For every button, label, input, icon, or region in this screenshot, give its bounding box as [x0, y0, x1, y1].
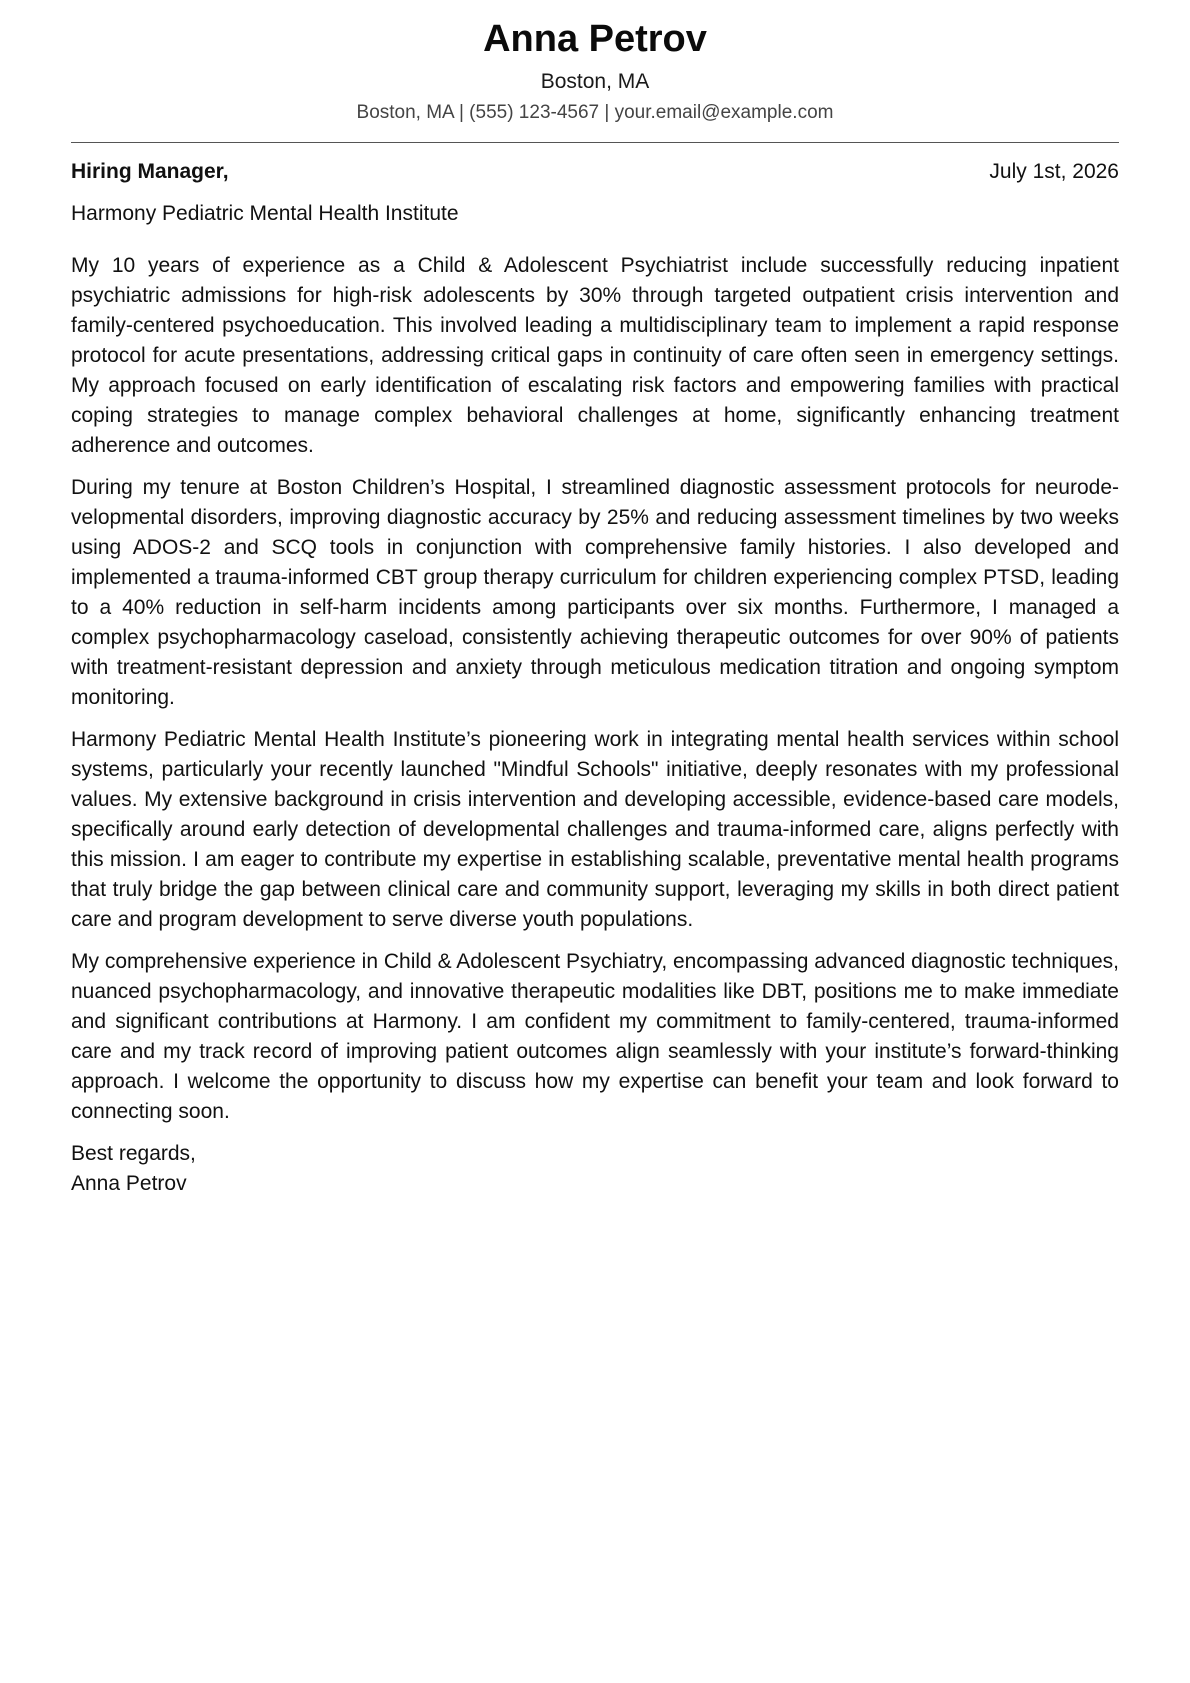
closing-phrase: Best regards, — [71, 1142, 196, 1165]
letter-body — [71, 251, 1119, 1127]
recipient-organization: Harmony Pediatric Mental Health Institute — [71, 202, 459, 225]
letter-closing — [71, 1139, 1119, 1199]
sender-location: Boston, MA — [540, 70, 650, 93]
letter-date: July 1st, 2026 — [989, 160, 1119, 183]
header-divider — [71, 142, 1119, 143]
sender-contact-line: Boston, MA | (555) 123-4567 | your.email@example.com — [356, 102, 834, 123]
body-paragraph-1: My 10 years of experience as a Child & Adolescent Psychiatrist include successfully reducing inpatient psychiatric admissions for high-risk adolescents by 30% through targeted outpatient crisis intervention and family-centered psychoeducation. This involved leading a multidisciplinary team to implement a rapid response protocol for acute presentations, addressing critical gaps in continuity of care often seen in emergency settings. My approach focused on early identification of escalating risk factors and empowering families with practical coping strategies to manage complex behavioral challenges at home, significantly enhancing treatment adherence and outcomes. — [71, 254, 1119, 457]
letter-header — [71, 0, 1119, 126]
body-paragraph-2: During my tenure at Boston Children’s Hospital, I streamlined diagnostic assessment protocols for neurodevelopmental disorders, improving diagnostic accuracy by 25% and reducing assessment timelines by two weeks using ADOS-2 and SCQ tools in conjunction with comprehensive family histories. I also developed and implemented a trauma-informed CBT group therapy curriculum for children experiencing complex PTSD, leading to a 40% reduction in self-harm incidents among participants over six months. Furthermore, I managed a complex psychopharmacology caseload, consistently achieving therapeutic outcomes for over 90% of patients with treatment-resistant depression and anxiety through meticulous medication titration and ongoing symptom monitoring. — [71, 476, 1119, 709]
body-paragraph-4: My comprehensive experience in Child & Adolescent Psychiatry, encompassing advanced diagnostic techniques, nuanced psychopharmacology, and innovative therapeutic modalities like DBT, positions me to make immediate and significant contributions at Harmony. I am confident my commitment to family-centered, trauma-informed care and my track record of improving patient outcomes align seamlessly with your institute’s forward-thinking approach. I welcome the opportunity to discuss how my expertise can benefit your team and look forward to connecting soon. — [71, 950, 1119, 1123]
sender-name: Anna Petrov — [483, 18, 707, 60]
signature-name: Anna Petrov — [71, 1172, 187, 1195]
recipient-row — [71, 157, 1119, 187]
body-paragraph-3: Harmony Pediatric Mental Health Institute’s pioneering work in integrating mental health services within school systems, particularly your recently launched "Mindful Schools" initiative, deeply resonates with my professional values. My extensive background in crisis intervention and developing accessible, evidence-based care models, specifically around early detection of developmental challenges and trauma-informed care, aligns perfectly with this mission. I am eager to contribute my expertise in establishing scalable, preventative mental health programs that truly bridge the gap between clinical care and community support, leveraging my skills in both direct patient care and program development to serve diverse youth populations. — [71, 728, 1119, 931]
recipient-salutation: Hiring Manager, — [71, 160, 229, 183]
